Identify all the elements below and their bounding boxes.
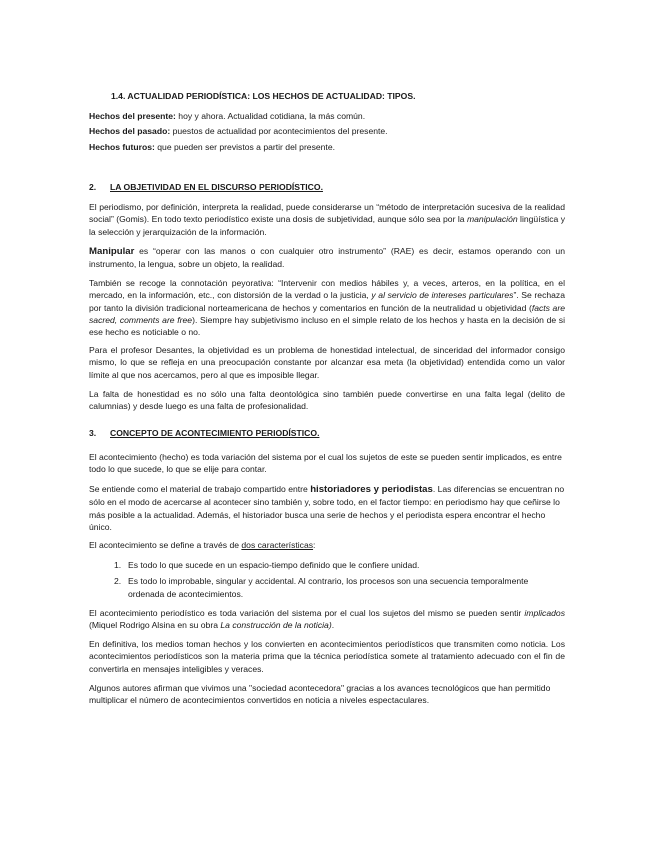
fact-text: puestos de actualidad por acontecimientos del presente. <box>170 126 388 136</box>
section-title: LA OBJETIVIDAD EN EL DISCURSO PERIODÍSTICO. <box>110 182 323 192</box>
fact-term: Hechos del pasado: <box>89 126 171 136</box>
characteristics-list <box>89 559 565 600</box>
paragraph: En definitiva, los medios toman hechos y los convierten en acontecimientos periodísticos que transmiten como noticia. Los acontecimientos periodísticos son la materia prima que la técnica periodística somete al tratamiento adecuado con el fin de convertirla en mensajes inteligibles y veraces. <box>89 639 565 674</box>
section-heading-2 <box>89 181 565 193</box>
paragraph: El periodismo, por definición, interpreta la realidad, puede considerarse un “método de interpretación sucesiva de la realidad social” (Gomis). En todo texto periodístico existe una dosis de subjetividad, aunque sólo sea por la manipulación lingüística y la selección y jerarquización de la información. <box>89 202 565 237</box>
paragraph: El acontecimiento periodístico es toda variación del sistema por el cual los sujetos del mismo se pueden sentir implicados (Miquel Rodrigo Alsina en su obra La construcción de la noticia). <box>89 608 565 631</box>
fact-text: hoy y ahora. Actualidad cotidiana, la más común. <box>175 111 366 121</box>
section-number: 2. <box>89 182 97 192</box>
list-item: 2. Es todo lo improbable, singular y accidental. Al contrario, los procesos son una secuencia temporalmente ordenada de acontecimientos. <box>114 576 529 599</box>
section-heading-1-4: 1.4. ACTUALIDAD PERIODÍSTICA: LOS HECHOS DE ACTUALIDAD: TIPOS. <box>111 91 416 101</box>
fact-term: Hechos futuros: <box>89 142 155 152</box>
fact-present <box>89 110 565 122</box>
section-title: CONCEPTO DE ACONTECIMIENTO PERIODÍSTICO. <box>110 428 320 438</box>
fact-future <box>89 141 565 153</box>
paragraph: La falta de honestidad es no sólo una falta deontológica sino también puede convertirse en una falta legal (delito de calumnias) y desde luego es una falta de profesionalidad. <box>89 389 565 412</box>
section-heading-3 <box>89 427 565 439</box>
paragraph: El acontecimiento (hecho) es toda variación del sistema por el cual los sujetos de este se pueden sentir implicados, es entre todo lo que sucede, lo que se elije para contar. <box>89 452 562 475</box>
fact-term: Hechos del presente: <box>89 111 176 121</box>
paragraph: Para el profesor Desantes, la objetividad es un problema de honestidad intelectual, de sinceridad del informador consigo mismo, lo que se refleja en una preocupación constante por alcanzar esa meta (la objetividad) entendida como un valor límite al que nos acercamos, pero al que es imposible llegar. <box>89 345 565 380</box>
paragraph: Algunos autores afirman que vivimos una "sociedad acontecedora" gracias a los avances tecnológicos que han permitido multiplicar el número de acontecimientos convertidos en noticia a niveles espectaculares. <box>89 683 551 706</box>
fact-text: que pueden ser previstos a partir del presente. <box>154 142 335 152</box>
paragraph: Manipular es “operar con las manos o con cualquier otro instrumento” (RAE) es decir, estamos operando con un instrumento, la lengua, sobre un objeto, la realidad. <box>89 246 565 270</box>
paragraph: Se entiende como el material de trabajo compartido entre historiadores y periodistas. Las diferencias se encuentran no sólo en el modo de acercarse al acontecer sino también y, sobre todo, en el factor tiempo: en periodismo hay que ceñirse lo más posible a la actualidad. Además, el historiador busca una serie de hechos y el periodista espera encontrar el hecho único. <box>89 484 565 532</box>
paragraph: El acontecimiento se define a través de dos características: <box>89 540 316 550</box>
paragraph: También se recoge la connotación peyorativa: “Intervenir con medios hábiles y, a veces, arteros, en la política, en el mercado, en la información, etc., con distorsión de la verdad o la justicia, y al servicio de intereses particulares”. Se rechaza por tanto la división tradicional norteamericana de hechos y comentarios en función de la neutralidad u objetividad (facts are sacred, comments are free). Siempre hay subjetivismo incluso en el simple relato de los hechos y hasta en la decisión de si ese hecho es noticiable o no. <box>89 278 566 338</box>
section-number: 3. <box>89 428 97 438</box>
fact-past <box>89 125 565 137</box>
list-item: 1. Es todo lo que sucede en un espacio-tiempo definido que le confiere unidad. <box>114 560 420 570</box>
